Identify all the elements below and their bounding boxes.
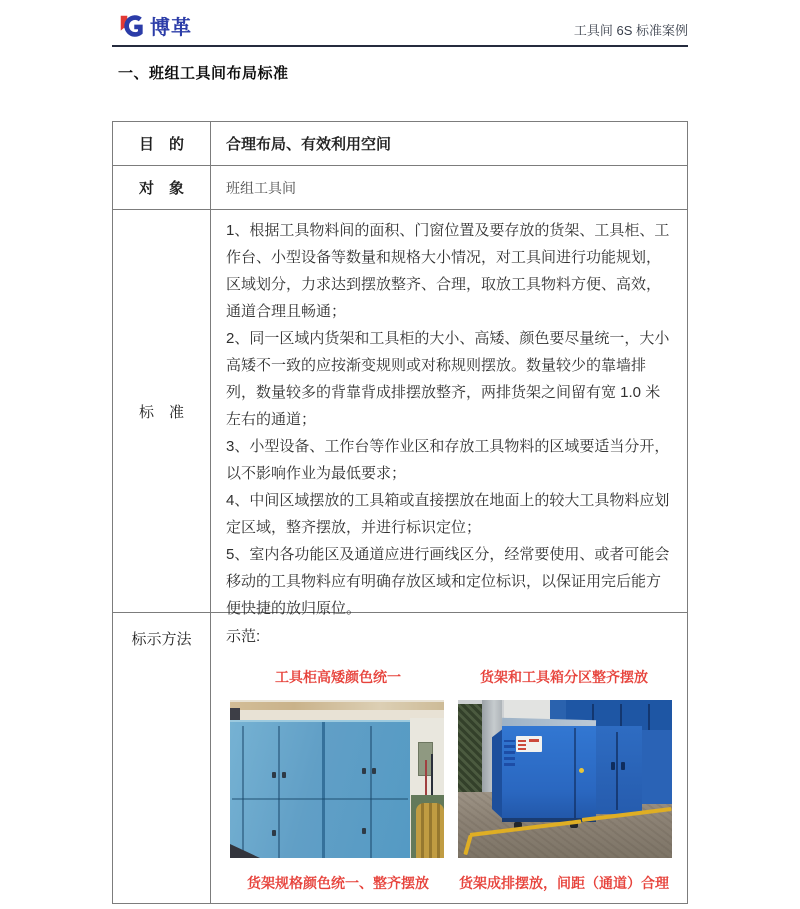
caption-bottom-left: 货架规格颜色统一、整齐摆放	[247, 875, 429, 891]
standard-item-5: 5、室内各功能区及通道应进行画线区分，经常要使用、或者可能会移动的工具物料应有明确存放区域和定位标识，以保证用完后能方便快捷的放归原位。	[226, 546, 670, 617]
example-photos	[226, 700, 672, 858]
photo-tool-lockers	[230, 700, 444, 858]
cabinet-middle	[594, 726, 642, 814]
gas-cylinder	[416, 803, 444, 858]
row-label-marking-method: 标示方法	[113, 613, 211, 903]
standard-item-4: 4、中间区域摆放的工具箱或直接摆放在地面上的较大工具物料应划定区域，整齐摆放，并进行标识定位；	[226, 492, 670, 536]
row-content-marking-method	[211, 613, 687, 903]
table-row-object	[113, 166, 687, 210]
lock-dot	[579, 768, 584, 773]
row-label-purpose: 目 的	[113, 122, 211, 165]
demo-label: 示范:	[226, 628, 261, 645]
standard-table	[112, 121, 688, 904]
caption-top-right: 货架和工具箱分区整齐摆放	[480, 669, 648, 685]
caption-bottom-right: 货架成排摆放，间距（通道）合理	[459, 875, 669, 891]
locker-cabinets	[230, 720, 410, 858]
logo-text: 博革	[150, 17, 192, 39]
caption-top-left: 工具柜高矮颜色统一	[275, 669, 401, 685]
row-content-object: 班组工具间	[226, 181, 296, 197]
photo-cabinet-rows	[458, 700, 672, 858]
table-row-purpose	[113, 122, 687, 166]
standard-item-2: 2、同一区域内货架和工具柜的大小、高矮、颜色要尽量统一，大小高矮不一致的应按渐变规则或对称规则摆放。数量较少的靠墙排列，数量较多的背靠背成排摆放整齐，两排货架之间留有宽 1.0 米左右的通道；	[226, 330, 670, 428]
page-header	[112, 8, 688, 47]
row-content-purpose: 合理布局、有效利用空间	[226, 136, 392, 153]
row-label-standard: 标 准	[113, 210, 211, 612]
standard-item-3: 3、小型设备、工作台等作业区和存放工具物料的区域要适当分开，以不影响作业为最低要求；	[226, 438, 670, 482]
boge-logo-icon	[117, 12, 145, 40]
captions-top	[226, 667, 672, 687]
cabinet-back	[640, 730, 672, 804]
cabinet-label	[516, 736, 542, 752]
section-title: 一、班组工具间布局标准	[118, 65, 289, 82]
table-row-marking-method	[113, 613, 687, 903]
standard-item-1: 1、根据工具物料间的面积、门窗位置及要存放的货架、工具柜、工作台、小型设备等数量和规格大小情况，对工具间进行功能规划，区域划分，力求达到摆放整齐、合理，取放工具物料方便、高效，通道合理且畅通；	[226, 222, 670, 320]
row-label-object: 对 象	[113, 166, 211, 209]
row-content-standard	[211, 210, 687, 617]
company-logo	[112, 11, 192, 40]
table-row-standard	[113, 210, 687, 617]
captions-bottom	[226, 873, 672, 893]
cabinet-front	[502, 726, 596, 820]
doc-title: 工具间 6S 标准案例	[573, 23, 688, 38]
